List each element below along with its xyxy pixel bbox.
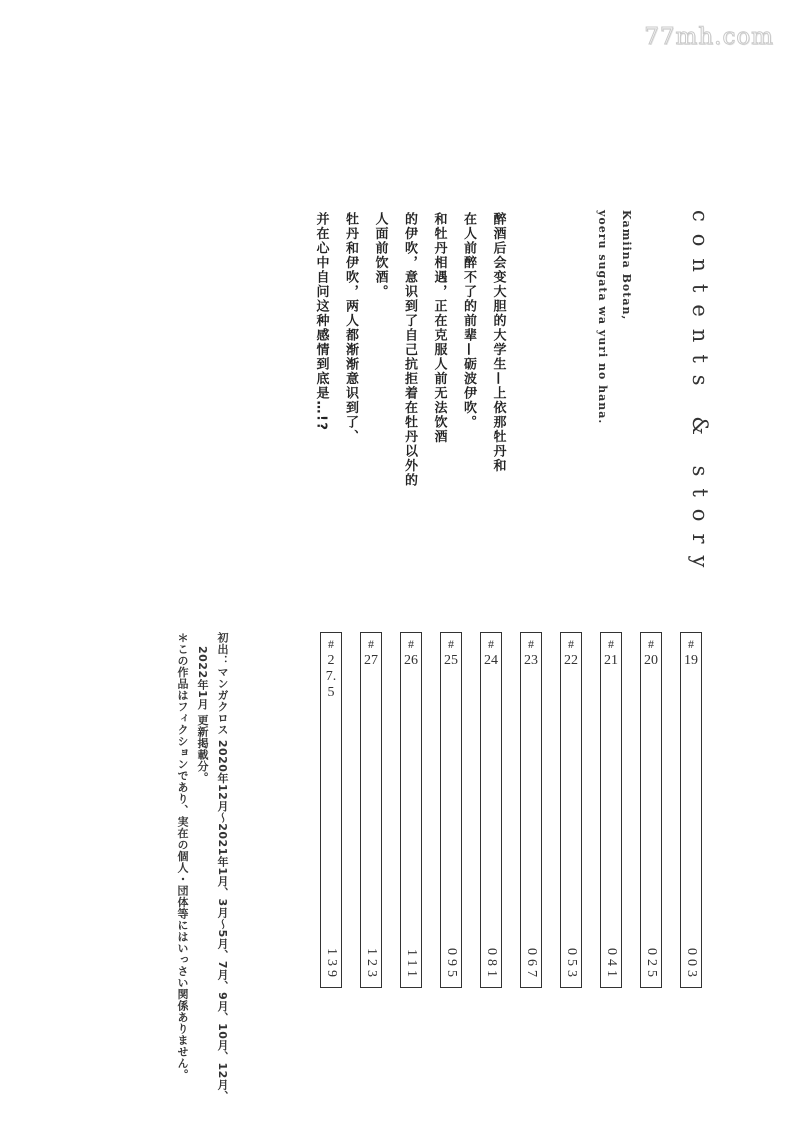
- page-number: 123: [364, 948, 379, 981]
- publication-footnote: [172, 632, 232, 1102]
- chapter-hash: #: [368, 637, 374, 651]
- page-number: 095: [444, 948, 459, 981]
- chapter-hash: #: [528, 637, 534, 651]
- toc-item-23[interactable]: [520, 632, 542, 988]
- toc-item-20[interactable]: [640, 632, 662, 988]
- page-number: 041: [604, 948, 619, 981]
- footnote-line: 初出：マンガクロス 2020年12月～2021年1月、3月～5月、7月、9月、10月、12月、: [216, 632, 229, 1102]
- chapter-number: 19: [684, 653, 698, 668]
- romaji-line-1: Kamiina Botan,: [620, 210, 633, 321]
- chapter-number: 24: [484, 653, 498, 668]
- chapter-hash: #: [448, 637, 454, 651]
- chapter-number: 27.5: [325, 653, 337, 700]
- chapter-number: 20: [644, 653, 658, 668]
- toc-item-19[interactable]: [680, 632, 702, 988]
- romaji-title: [590, 210, 638, 424]
- chapter-hash: #: [328, 637, 334, 651]
- page-number: 067: [524, 948, 539, 981]
- chapter-hash: #: [648, 637, 654, 651]
- romaji-line-2: yoeru sugata wa yuri no hana.: [596, 210, 609, 425]
- chapter-hash: #: [608, 637, 614, 651]
- page-number: 053: [564, 948, 579, 981]
- toc-item-27[interactable]: [360, 632, 382, 988]
- chapter-hash: #: [568, 637, 574, 651]
- table-of-contents: [318, 632, 708, 992]
- story-line: 在人前醉不了的前辈—砺波伊吹。: [461, 212, 476, 430]
- story-line: 人面前饮酒。: [372, 212, 388, 299]
- chapter-number: 27: [364, 653, 378, 668]
- contents-title: contents & story: [688, 210, 712, 580]
- toc-item-22[interactable]: [560, 632, 582, 988]
- chapter-number: 23: [524, 653, 538, 668]
- toc-item-21[interactable]: [600, 632, 622, 988]
- chapter-number: 25: [444, 653, 458, 668]
- toc-item-25[interactable]: [440, 632, 462, 988]
- watermark: 77mh.com: [644, 24, 774, 50]
- page-number: 139: [324, 948, 339, 981]
- toc-item-26[interactable]: [400, 632, 422, 988]
- chapter-number: 22: [564, 653, 578, 668]
- story-line: 和牡丹相遇，正在克服人前无法饮酒: [431, 212, 447, 444]
- chapter-number: 21: [604, 653, 618, 668]
- page-number: 111: [404, 949, 419, 981]
- story-line: 醉酒后会变大胆的大学生—上依那牡丹和: [490, 212, 506, 473]
- story-line: 的伊吹，意识到了自己抗拒着在牡丹以外的: [402, 212, 417, 488]
- story-synopsis: [306, 212, 513, 488]
- page-number: 025: [644, 948, 659, 981]
- footnote-line: 2022年1月 更新掲載分。: [196, 646, 209, 784]
- story-line: 牡丹和伊吹，两人都渐渐意识到了、: [343, 212, 358, 444]
- story-line: 并在心中自问这种感情到底是…!?: [313, 212, 329, 432]
- page-number: 003: [684, 948, 699, 981]
- chapter-hash: #: [688, 637, 694, 651]
- page-number: 081: [484, 948, 499, 981]
- footnote-line: ＊この作品はフィクションであり、実在の個人・団体等にはいっさい関係ありません。: [176, 632, 189, 1081]
- toc-item-27-5[interactable]: [320, 632, 342, 988]
- chapter-hash: #: [408, 637, 414, 651]
- toc-item-24[interactable]: [480, 632, 502, 988]
- chapter-hash: #: [488, 637, 494, 651]
- chapter-number: 26: [404, 653, 418, 668]
